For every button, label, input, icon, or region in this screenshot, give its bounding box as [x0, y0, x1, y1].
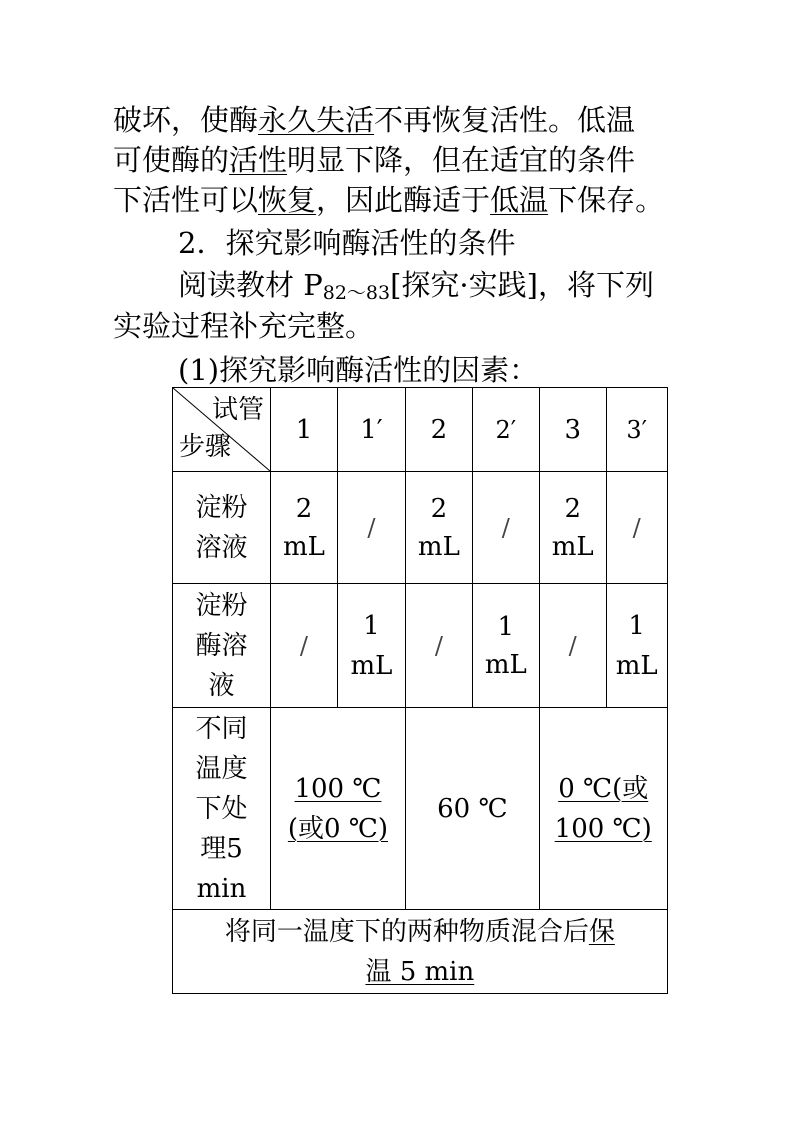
table-cell: 2 mL — [405, 472, 472, 584]
paragraph-line-2 — [113, 140, 635, 180]
table-row — [173, 708, 668, 910]
answer-blank: 保温 5 min — [365, 916, 615, 987]
corner-top-label: 试管 — [211, 395, 264, 425]
text: 明显下降，但在适宜的条件 — [287, 143, 636, 177]
tube-header: 1′ — [337, 388, 405, 472]
page-range: 82～83 — [322, 282, 391, 304]
table-cell: 1 mL — [472, 584, 539, 708]
text: 将同一温度下的两种物质混合后 — [224, 916, 589, 947]
sub-heading: (1)探究影响酶活性的因素： — [178, 353, 539, 387]
tube-header: 2′ — [472, 388, 539, 472]
table-row — [173, 472, 668, 584]
instruction-line-2: 实验过程补充完整。 — [113, 309, 375, 343]
table-cell: 2 mL — [539, 472, 606, 584]
table-cell: / — [472, 472, 539, 584]
text: [探究·实践]，将下列 — [390, 268, 654, 302]
row-label: 淀粉溶液 — [173, 472, 271, 584]
text: 不再恢复活性。低温 — [374, 103, 636, 137]
paragraph-line-1 — [113, 100, 635, 140]
text: 破坏，使酶 — [113, 103, 259, 137]
paragraph-line-3 — [113, 180, 664, 220]
answer-blank: 恢复 — [258, 183, 317, 217]
temperature-group-1: 100 ℃(或0 ℃) — [271, 708, 406, 910]
row-label: 不同温度下处理5 min — [173, 708, 271, 910]
table-cell: / — [405, 584, 472, 708]
table-cell: / — [606, 472, 667, 584]
table-cell: 1 mL — [606, 584, 667, 708]
table-row — [173, 584, 668, 708]
corner-bottom-label: 步骤 — [179, 432, 232, 462]
text: 下保存。 — [548, 183, 665, 217]
final-step — [173, 910, 668, 994]
text: ，因此酶适于 — [316, 183, 491, 217]
answer-blank: 低温 — [490, 183, 549, 217]
temperature-group-3: 0 ℃(或100 ℃) — [539, 708, 667, 910]
table-cell: 2 mL — [271, 472, 338, 584]
tube-header: 3′ — [606, 388, 667, 472]
table-row — [173, 910, 668, 994]
text: 下活性可以 — [113, 183, 259, 217]
table-cell: / — [271, 584, 338, 708]
tube-header: 1 — [271, 388, 338, 472]
tube-header: 2 — [405, 388, 472, 472]
temperature-group-2: 60 ℃ — [405, 708, 539, 910]
tube-header: 3 — [539, 388, 606, 472]
row-label: 淀粉酶溶液 — [173, 584, 271, 708]
text: 可使酶的 — [113, 143, 230, 177]
corner-header — [173, 388, 271, 472]
table-cell: 1 mL — [337, 584, 405, 708]
answer-blank: 永久失活 — [258, 103, 375, 137]
experiment-table — [172, 387, 668, 994]
section-heading: 2．探究影响酶活性的条件 — [178, 226, 516, 260]
text: 阅读教材 P — [178, 268, 323, 302]
table-cell: / — [539, 584, 606, 708]
answer-blank: 活性 — [229, 143, 288, 177]
table-row — [173, 388, 668, 472]
table-cell: / — [337, 472, 405, 584]
